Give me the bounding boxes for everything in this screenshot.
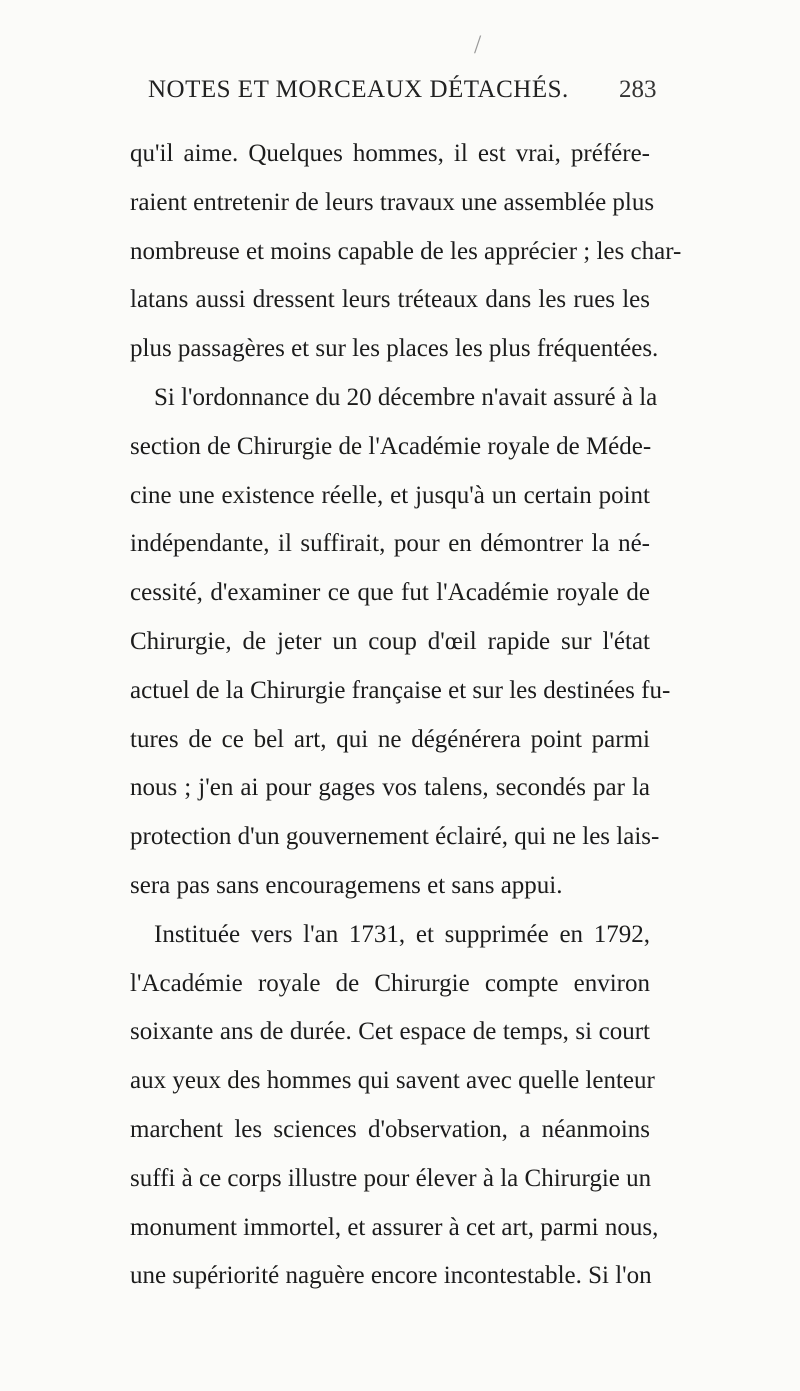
text-line: monument immortel, et assurer à cet art, parmi nous, bbox=[130, 1213, 659, 1241]
text-line: qu'il aime. Quelques hommes, il est vrai, préfére- bbox=[130, 140, 650, 167]
text-line: suffi à ce corps illustre pour élever à la Chirurgie un bbox=[130, 1164, 652, 1192]
text-line: Si l'ordonnance du 20 décembre n'avait assuré à la bbox=[154, 383, 658, 411]
running-head-title: NOTES ET MORCEAUX DÉTACHÉS. bbox=[148, 76, 569, 103]
text-line: protection d'un gouvernement éclairé, qui ne les lais- bbox=[130, 823, 660, 851]
text-line: marchent les sciences d'observation, a néanmoins bbox=[130, 1115, 650, 1143]
text-line: une supériorité naguère encore incontestable. Si l'on bbox=[130, 1262, 652, 1290]
text-line: cine une existence réelle, et jusqu'à un certain point bbox=[130, 481, 650, 509]
text-line: Chirurgie, de jeter un coup d'œil rapide sur l'état bbox=[130, 627, 650, 655]
text-line: indépendante, il suffirait, pour en démontrer la né- bbox=[130, 530, 650, 558]
running-header bbox=[0, 72, 800, 112]
text-line: tures de ce bel art, qui ne dégénérera point parmi bbox=[130, 725, 650, 753]
text-line: plus passagères et sur les places les plus fréquentées. bbox=[130, 335, 659, 363]
text-line: raient entretenir de leurs travaux une assemblée plus bbox=[130, 188, 655, 216]
text-line: nombreuse et moins capable de les apprécier ; les char- bbox=[130, 237, 682, 265]
text-line: nous ; j'en ai pour gages vos talens, secondés par la bbox=[130, 774, 650, 802]
text-line: Instituée vers l'an 1731, et supprimée en 1792, bbox=[154, 920, 650, 948]
page-number: 283 bbox=[619, 76, 657, 103]
corner-mark: / bbox=[474, 30, 482, 59]
text-line: sera pas sans encouragemens et sans appui. bbox=[130, 871, 563, 899]
text-line: section de Chirurgie de l'Académie royale de Méde- bbox=[130, 432, 652, 460]
text-line: actuel de la Chirurgie française et sur les destinées fu- bbox=[130, 676, 671, 704]
text-line: l'Académie royale de Chirurgie compte environ bbox=[130, 969, 650, 997]
text-line: latans aussi dressent leurs tréteaux dans les rues les bbox=[130, 286, 650, 314]
text-line: aux yeux des hommes qui savent avec quelle lenteur bbox=[130, 1067, 655, 1095]
text-line: cessité, d'examiner ce que fut l'Académie royale de bbox=[130, 579, 650, 607]
text-line: soixante ans de durée. Cet espace de temps, si court bbox=[130, 1018, 650, 1046]
body-text bbox=[130, 130, 682, 1301]
